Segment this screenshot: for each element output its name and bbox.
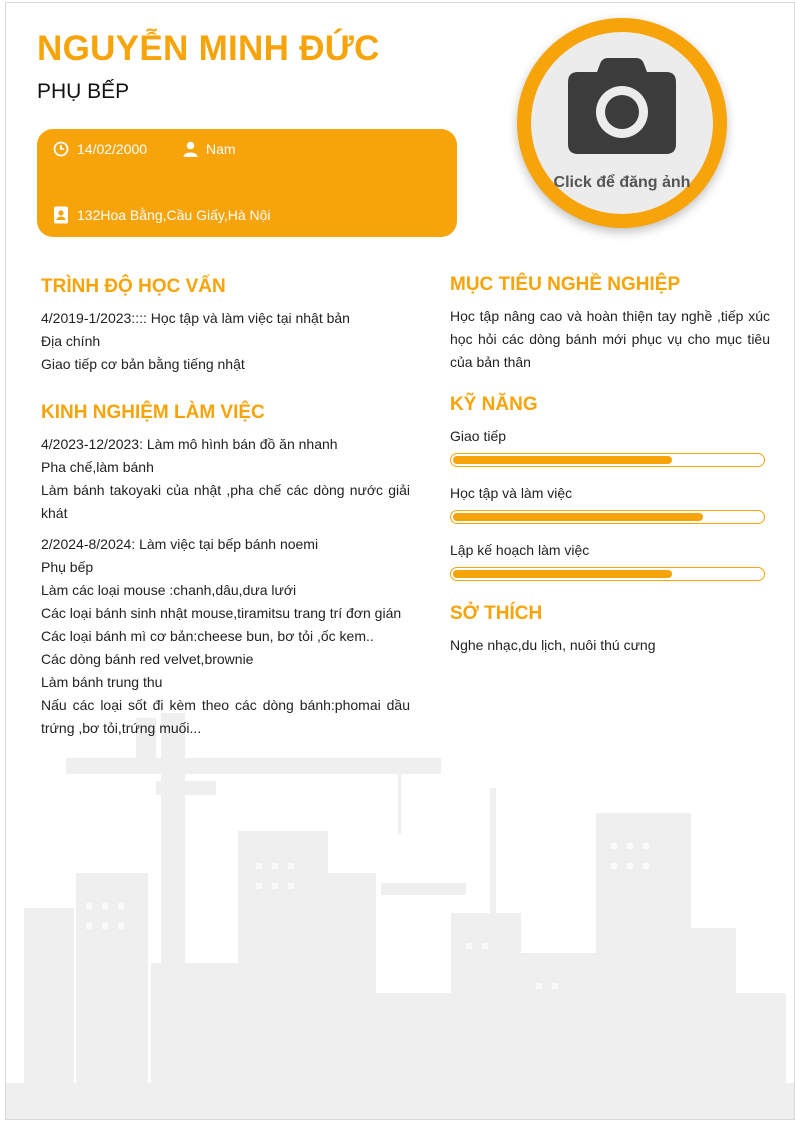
job-detail: Làm các loại mouse :chanh,dâu,dưa lưới (41, 582, 297, 598)
photo-upload-caption: Click để đăng ảnh (553, 174, 691, 191)
camera-icon (566, 58, 678, 156)
job-detail: Làm bánh takoyaki của nhật ,pha chế các dòng nước giải khát (41, 482, 410, 521)
job-heading: 4/2023-12/2023: Làm mô hình bán đồ ăn nhanh (41, 436, 338, 452)
job-detail: Các dòng bánh red velvet,brownie (41, 651, 254, 667)
objective-text: Học tập nâng cao và hoàn thiện tay nghề ,tiếp xúc học hỏi các dòng bánh mới phục vụ cho mục tiêu của bản thân (450, 308, 770, 370)
personal-info-box (37, 129, 457, 237)
gender-row (183, 141, 236, 157)
experience-job-2 (41, 533, 410, 740)
gender-value: Nam (206, 141, 236, 157)
job-position: Pha chế,làm bánh (41, 459, 154, 475)
skill-label: Giao tiếp (450, 428, 507, 444)
skill-bar (450, 510, 765, 524)
job-title: PHỤ BẾP (37, 80, 130, 103)
education-line: 4/2019-1/2023:::: Học tập và làm việc tại nhật bản (41, 310, 350, 326)
skill-label: Lập kế hoạch làm việc (450, 542, 590, 558)
job-detail: Nấu các loại sốt đi kèm theo các dòng bánh:phomai dầu trứng ,bơ tỏi,trứng muối... (41, 697, 410, 736)
cv-page (5, 2, 795, 1120)
job-detail: Các loại bánh sinh nhật mouse,tiramitsu trang trí đơn gián (41, 605, 402, 621)
skills-title: KỸ NĂNG (450, 394, 538, 415)
skill-bar-fill (453, 456, 672, 464)
job-position: Phụ bếp (41, 559, 94, 575)
skill-item (450, 540, 770, 581)
objective-title: MỤC TIÊU NGHỀ NGHIỆP (450, 274, 681, 295)
address-book-icon (53, 206, 69, 224)
experience-job-1 (41, 433, 410, 525)
address-row (53, 206, 271, 224)
skill-label: Học tập và làm việc (450, 485, 573, 501)
education-content (41, 307, 410, 376)
education-line: Địa chính (41, 333, 101, 349)
experience-title: KINH NGHIỆM LÀM VIỆC (41, 402, 265, 423)
hobbies-title: SỞ THÍCH (450, 603, 543, 624)
left-column (41, 276, 410, 740)
profile-photo-upload[interactable] (517, 18, 727, 228)
candidate-name: NGUYỄN MINH ĐỨC (37, 29, 380, 68)
photo-placeholder (531, 32, 713, 214)
skill-bar (450, 453, 765, 467)
right-column (450, 274, 770, 657)
job-heading: 2/2024-8/2024: Làm việc tại bếp bánh noemi (41, 536, 319, 552)
birthday-row (53, 141, 147, 157)
education-title: TRÌNH ĐỘ HỌC VẤN (41, 276, 226, 297)
skill-bar-fill (453, 570, 672, 578)
skill-bar (450, 567, 765, 581)
skill-item (450, 426, 770, 467)
address-value: 132Hoa Bằng,Cầu Giấy,Hà Nội (77, 207, 271, 223)
job-detail: Làm bánh trung thu (41, 674, 163, 690)
clock-icon (53, 141, 69, 157)
hobbies-text: Nghe nhạc,du lịch, nuôi thú cưng (450, 637, 656, 653)
skill-bar-fill (453, 513, 703, 521)
job-detail: Các loại bánh mì cơ bản:cheese bun, bơ tỏi ,ốc kem.. (41, 628, 374, 644)
skill-item (450, 483, 770, 524)
skills-list (450, 426, 770, 581)
education-line: Giao tiếp cơ bản bằng tiếng nhật (41, 356, 245, 372)
user-icon (183, 141, 198, 157)
birthday-value: 14/02/2000 (77, 141, 148, 157)
